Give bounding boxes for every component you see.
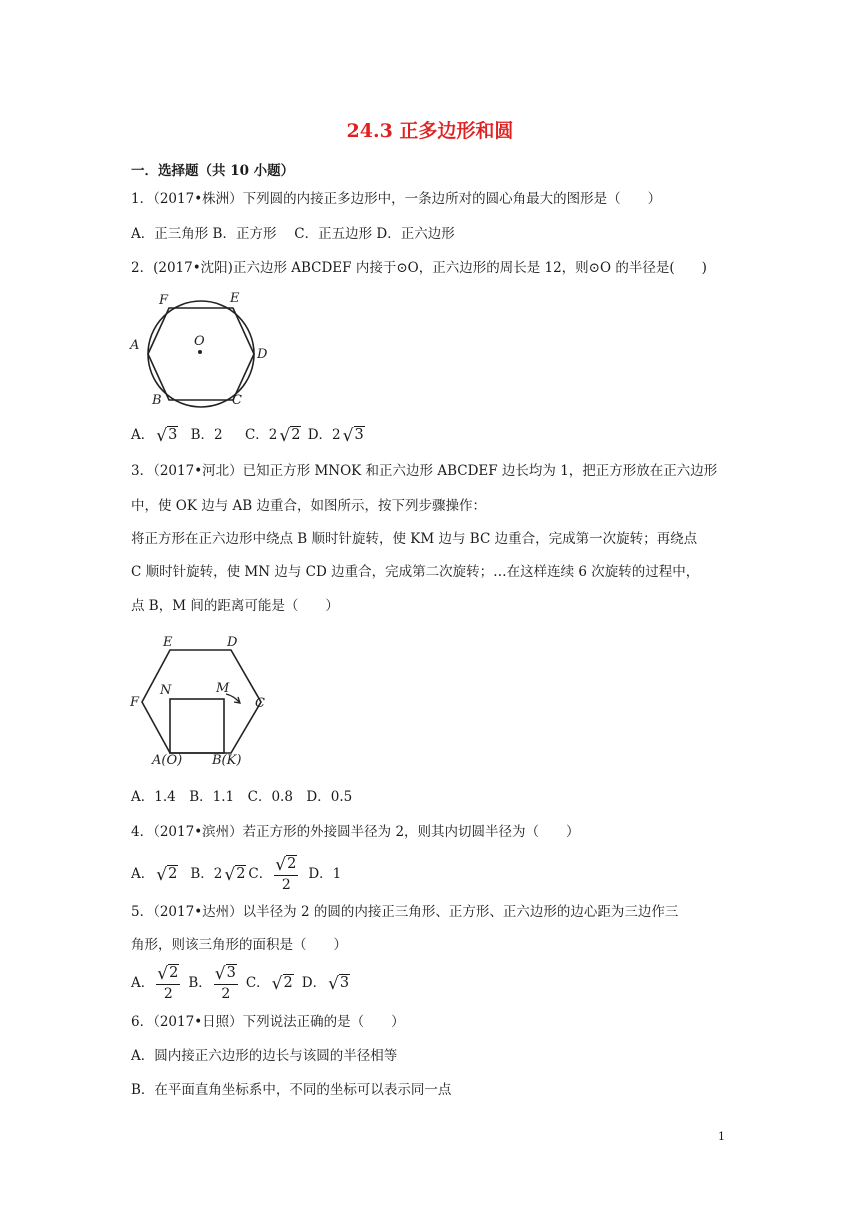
q2-center-point xyxy=(198,350,202,354)
q2-option-c-radical: √2 xyxy=(279,426,301,446)
q2-option-d-prefix: D．2 xyxy=(307,427,341,443)
q4-option-d: D．1 xyxy=(308,866,342,882)
q1-options: A．正三角形 B．正方形 C．正五边形 D．正六边形 xyxy=(131,226,455,242)
q2-option-a-radical: √3 xyxy=(156,426,178,446)
q5-option-d-prefix: D． xyxy=(301,975,327,991)
q2-option-a-prefix: A． xyxy=(131,427,155,443)
q5-option-b-fraction: $\frac{√3}{2}$ xyxy=(214,963,236,1002)
q2-hexagon-figure xyxy=(126,288,276,416)
q2-label-b: B xyxy=(152,393,162,408)
q2-option-c-prefix: C．2 xyxy=(244,427,278,443)
q2-label-a: A xyxy=(130,338,140,353)
q6-stem: 6．（2017•日照）下列说法正确的是（ ） xyxy=(131,1014,405,1030)
q4-option-a-radical: √2 xyxy=(156,864,178,885)
q3-line-1: 3．（2017•河北）已知正方形 MNOK 和正六边形 ABCDEF 边长均为 1，把正方形放在正六边形 xyxy=(131,463,718,479)
q3-line-3: 将正方形在正六边形中绕点 B 顺时针旋转，使 KM 边与 BC 边重合，完成第一次旋转；再绕点 xyxy=(131,531,698,547)
q5-option-a-prefix: A． xyxy=(131,975,155,991)
section-heading: 一．选择题（共 10 小题） xyxy=(131,163,295,179)
q3-label-f: F xyxy=(130,695,140,710)
q3-label-a-o: A(O) xyxy=(152,753,183,768)
document-title: 24.3 正多边形和圆 xyxy=(346,120,514,142)
q3-line-2: 中，使 OK 边与 AB 边重合，如图所示，按下列步骤操作： xyxy=(131,498,486,514)
q3-label-c: C xyxy=(255,696,265,711)
q6-option-b: B．在平面直角坐标系中，不同的坐标可以表示同一点 xyxy=(131,1082,452,1098)
q4-options xyxy=(131,854,341,894)
q4-option-c-fraction: $\frac{√2}{2}$ xyxy=(275,854,297,893)
q4-option-a-prefix: A． xyxy=(131,866,155,882)
q5-option-d-radical: √3 xyxy=(328,973,350,994)
q4-option-c-prefix: C． xyxy=(248,866,273,882)
q3-label-m: M xyxy=(216,681,230,696)
q2-option-b: B．2 xyxy=(190,427,223,443)
q3-label-d: D xyxy=(227,635,238,650)
q2-option-d-radical: √3 xyxy=(342,426,364,446)
q3-options: A．1.4 B．1.1 C．0.8 D．0.5 xyxy=(131,789,353,805)
q5-option-b-prefix: B． xyxy=(188,975,212,991)
q3-line-5: 点 B，M 间的距离可能是（ ） xyxy=(131,598,339,614)
q1-stem: 1．（2017•株洲）下列圆的内接正多边形中，一条边所对的圆心角最大的图形是（ ） xyxy=(131,191,662,207)
q5-option-c-prefix: C． xyxy=(245,975,270,991)
q2-hexagon xyxy=(148,308,254,400)
q3-hexagon xyxy=(142,650,261,753)
q3-label-e: E xyxy=(163,635,173,650)
q5-line-2: 角形，则该三角形的面积是（ ） xyxy=(131,937,347,953)
q2-stem: 2．(2017•沈阳)正六边形 ABCDEF 内接于⊙O，正六边形的周长是 12，则⊙O 的半径是( ) xyxy=(131,260,707,276)
q3-line-4: C 顺时针旋转，使 MN 边与 CD 边重合，完成第二次旋转；…在这样连续 6 次旋转的过程中， xyxy=(131,564,700,580)
q5-option-c-radical: √2 xyxy=(271,973,293,994)
q2-label-f: F xyxy=(159,293,169,308)
q2-circle xyxy=(148,301,254,407)
q5-line-1: 5．（2017•达州）以半径为 2 的圆的内接正三角形、正方形、正六边形的边心距为三边作三 xyxy=(131,904,679,920)
q4-option-b-radical: √2 xyxy=(224,864,246,885)
q2-label-c: C xyxy=(232,393,242,408)
q6-option-a: A．圆内接正六边形的边长与该圆的半径相等 xyxy=(131,1048,398,1064)
q3-label-n: N xyxy=(160,683,172,698)
q4-option-b-prefix: B．2 xyxy=(190,866,223,882)
q2-label-o: O xyxy=(194,334,205,349)
q3-label-b-k: B(K) xyxy=(212,753,242,768)
q2-options xyxy=(131,425,367,446)
q5-option-a-fraction: $\frac{√2}{2}$ xyxy=(157,963,179,1002)
q4-stem: 4．（2017•滨州）若正方形的外接圆半径为 2，则其内切圆半径为（ ） xyxy=(131,824,580,840)
q2-label-d: D xyxy=(257,347,268,362)
q5-options xyxy=(131,962,352,1004)
q3-square xyxy=(170,699,224,753)
page-number: 1 xyxy=(718,1130,725,1143)
q2-label-e: E xyxy=(230,291,240,306)
q3-hexagon-square-figure xyxy=(126,630,276,772)
